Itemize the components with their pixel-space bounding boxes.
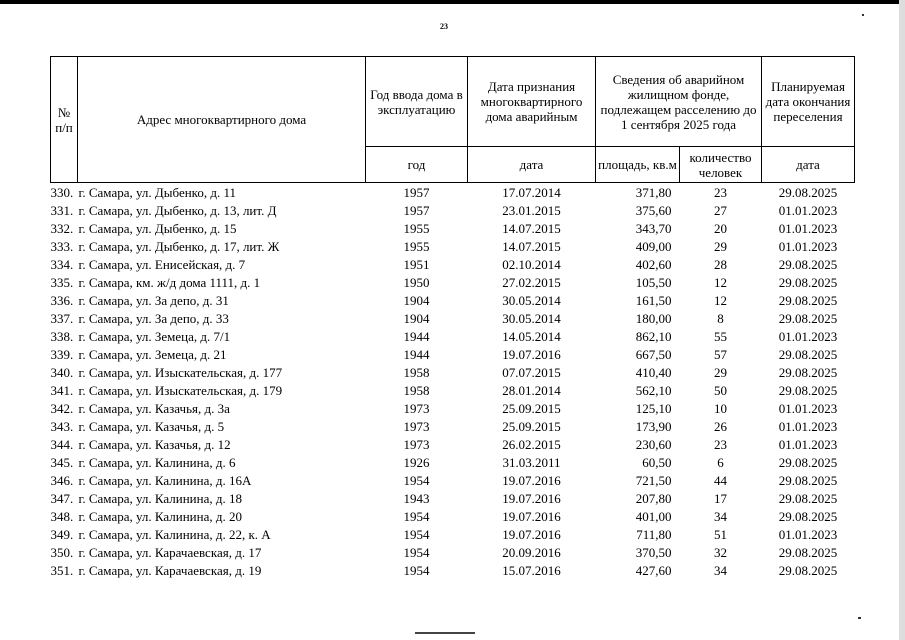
row-recognition-date: 14.05.2014 [502, 328, 561, 344]
row-people: 29 [714, 364, 727, 380]
row-number: 338. [50, 328, 74, 344]
row-area: 410,40 [635, 364, 672, 380]
row-recognition-date: 19.07.2016 [502, 508, 561, 524]
row-year: 1951 [403, 256, 430, 272]
row-area: 562,10 [635, 382, 672, 398]
row-number: 344. [50, 436, 74, 452]
row-people: 50 [714, 382, 727, 398]
row-number: 343. [50, 418, 74, 434]
row-end-date: 29.08.2025 [778, 256, 838, 272]
row-people: 26 [714, 418, 727, 434]
row-recognition-date: 14.07.2015 [502, 220, 561, 236]
row-year: 1954 [403, 472, 430, 488]
row-area: 711,80 [636, 526, 672, 542]
row-number: 335. [50, 274, 74, 290]
row-recognition-date: 28.01.2014 [502, 382, 561, 398]
row-recognition-date: 19.07.2016 [502, 472, 561, 488]
row-address: г. Самара, км. ж/д дома 1111, д. 1 [78, 274, 261, 290]
row-address: г. Самара, ул. Карачаевская, д. 19 [78, 562, 262, 578]
row-number: 350. [50, 544, 74, 560]
row-number: 334. [50, 256, 74, 272]
table-row [51, 363, 855, 381]
row-people: 44 [714, 472, 727, 488]
table-row [51, 453, 855, 471]
row-address: г. Самара, ул. Земеца, д. 21 [78, 346, 227, 362]
subheader-year: год [366, 147, 468, 183]
row-end-date: 29.08.2025 [778, 292, 838, 308]
scan-speck [858, 617, 861, 619]
table-row [51, 489, 855, 507]
row-end-date: 29.08.2025 [778, 310, 838, 326]
row-area: 343,70 [635, 220, 672, 236]
row-year: 1944 [403, 328, 430, 344]
table-row [51, 237, 855, 255]
table-row [51, 291, 855, 309]
table-row [51, 255, 855, 273]
row-end-date: 29.08.2025 [778, 382, 838, 398]
row-address: г. Самара, ул. Дыбенко, д. 13, лит. Д [78, 202, 277, 218]
header-address: Адрес многоквартирного дома [78, 57, 366, 183]
row-number: 351. [50, 562, 74, 578]
row-people: 12 [714, 274, 727, 290]
row-people: 6 [717, 454, 724, 470]
table-row [51, 309, 855, 327]
row-people: 17 [714, 490, 727, 506]
row-address: г. Самара, ул. Изыскательская, д. 177 [78, 364, 283, 380]
table-row [51, 201, 855, 219]
row-year: 1973 [403, 436, 430, 452]
row-end-date: 29.08.2025 [778, 562, 838, 578]
row-number: 340. [50, 364, 74, 380]
row-address: г. Самара, ул. Калинина, д. 18 [78, 490, 242, 506]
row-area: 207,80 [635, 490, 672, 506]
subheader-end: дата [762, 147, 855, 183]
row-number: 346. [50, 472, 74, 488]
row-area: 401,00 [635, 508, 672, 524]
row-address: г. Самара, ул. Дыбенко, д. 15 [78, 220, 237, 236]
row-area: 105,50 [635, 274, 672, 290]
row-year: 1943 [403, 490, 430, 506]
row-address: г. Самара, ул. Изыскательская, д. 179 [78, 382, 283, 398]
row-people: 20 [714, 220, 727, 236]
page-number: 23 [440, 22, 448, 31]
header-info: Сведения об аварийном жилищном фонде, подлежащем расселению до 1 сентября 2025 года [596, 57, 762, 147]
table-row [51, 399, 855, 417]
row-end-date: 01.01.2023 [778, 436, 838, 452]
row-area: 180,00 [635, 310, 672, 326]
row-people: 29 [714, 238, 727, 254]
row-year: 1973 [403, 400, 430, 416]
row-year: 1954 [403, 508, 430, 524]
row-people: 51 [714, 526, 727, 542]
row-recognition-date: 17.07.2014 [502, 184, 561, 200]
row-year: 1955 [403, 238, 430, 254]
row-end-date: 29.08.2025 [778, 472, 838, 488]
row-address: г. Самара, ул. Енисейская, д. 7 [78, 256, 246, 272]
row-end-date: 01.01.2023 [778, 220, 838, 236]
header-recognition-date: Дата признания многоквартирного дома аварийным [468, 57, 596, 147]
row-end-date: 29.08.2025 [778, 346, 838, 362]
table-row [51, 345, 855, 363]
row-year: 1954 [403, 562, 430, 578]
row-area: 427,60 [635, 562, 672, 578]
table-header [51, 57, 855, 183]
row-year: 1954 [403, 544, 430, 560]
row-number: 330. [50, 184, 74, 200]
row-people: 23 [714, 436, 727, 452]
row-number: 333. [50, 238, 74, 254]
row-address: г. Самара, ул. Калинина, д. 20 [78, 508, 242, 524]
table-row [51, 417, 855, 435]
row-people: 57 [714, 346, 727, 362]
row-end-date: 01.01.2023 [778, 202, 838, 218]
row-recognition-date: 14.07.2015 [502, 238, 561, 254]
row-address: г. Самара, ул. Земеца, д. 7/1 [78, 328, 231, 344]
row-area: 862,10 [635, 328, 672, 344]
row-recognition-date: 26.02.2015 [502, 436, 561, 452]
row-area: 173,90 [635, 418, 672, 434]
row-people: 32 [714, 544, 727, 560]
subheader-people: количество человек [680, 147, 762, 183]
row-number: 348. [50, 508, 74, 524]
row-recognition-date: 25.09.2015 [502, 400, 561, 416]
row-people: 12 [714, 292, 727, 308]
row-area: 371,80 [635, 184, 672, 200]
row-address: г. Самара, ул. За депо, д. 33 [78, 310, 229, 326]
row-address: г. Самара, ул. Карачаевская, д. 17 [78, 544, 262, 560]
row-year: 1904 [403, 292, 430, 308]
row-number: 331. [50, 202, 74, 218]
subheader-date: дата [468, 147, 596, 183]
row-end-date: 29.08.2025 [778, 364, 838, 380]
row-recognition-date: 19.07.2016 [502, 346, 561, 362]
row-number: 349. [50, 526, 74, 542]
row-people: 34 [714, 562, 727, 578]
row-year: 1904 [403, 310, 430, 326]
row-address: г. Самара, ул. Калинина, д. 16А [78, 472, 252, 488]
row-people: 27 [714, 202, 727, 218]
row-year: 1954 [403, 526, 430, 542]
row-area: 409,00 [635, 238, 672, 254]
row-end-date: 01.01.2023 [778, 418, 838, 434]
row-end-date: 29.08.2025 [778, 454, 838, 470]
row-end-date: 29.08.2025 [778, 544, 838, 560]
row-address: г. Самара, ул. Казачья, д. 12 [78, 436, 231, 452]
row-address: г. Самара, ул. Казачья, д. 5 [78, 418, 225, 434]
header-year: Год ввода дома в эксплуатацию [366, 57, 468, 147]
row-area: 230,60 [635, 436, 672, 452]
table-row [51, 381, 855, 399]
row-recognition-date: 31.03.2011 [502, 454, 561, 470]
row-number: 336. [50, 292, 74, 308]
row-end-date: 29.08.2025 [778, 508, 838, 524]
row-area: 721,50 [635, 472, 672, 488]
row-address: г. Самара, ул. Калинина, д. 6 [78, 454, 236, 470]
row-address: г. Самара, ул. Дыбенко, д. 17, лит. Ж [78, 238, 280, 254]
row-year: 1926 [403, 454, 430, 470]
header-planned: Планируемая дата окончания переселения [762, 57, 855, 147]
row-year: 1957 [403, 184, 430, 200]
row-recognition-date: 02.10.2014 [502, 256, 561, 272]
row-area: 161,50 [635, 292, 672, 308]
row-recognition-date: 30.05.2014 [502, 292, 561, 308]
row-area: 667,50 [635, 346, 672, 362]
table-row [51, 183, 855, 202]
row-end-date: 01.01.2023 [778, 526, 838, 542]
row-recognition-date: 19.07.2016 [502, 526, 561, 542]
row-people: 23 [714, 184, 727, 200]
row-recognition-date: 25.09.2015 [502, 418, 561, 434]
row-recognition-date: 27.02.2015 [502, 274, 561, 290]
row-number: 337. [50, 310, 74, 326]
table-row [51, 435, 855, 453]
row-address: г. Самара, ул. Дыбенко, д. 11 [78, 184, 236, 200]
row-number: 332. [50, 220, 74, 236]
row-address: г. Самара, ул. Казачья, д. 3а [78, 400, 230, 416]
row-end-date: 01.01.2023 [778, 328, 838, 344]
row-people: 34 [714, 508, 727, 524]
emergency-housing-table [50, 56, 855, 579]
table-row [51, 471, 855, 489]
table-row [51, 507, 855, 525]
row-year: 1955 [403, 220, 430, 236]
row-recognition-date: 07.07.2015 [502, 364, 561, 380]
row-number: 342. [50, 400, 74, 416]
row-people: 28 [714, 256, 727, 272]
row-number: 345. [50, 454, 74, 470]
row-end-date: 29.08.2025 [778, 184, 838, 200]
row-people: 10 [714, 400, 727, 416]
subheader-area: площадь, кв.м [596, 147, 680, 183]
header-num: № п/п [51, 57, 78, 183]
table-row [51, 543, 855, 561]
row-people: 8 [717, 310, 724, 326]
row-number: 339. [50, 346, 74, 362]
row-number: 341. [50, 382, 74, 398]
row-recognition-date: 20.09.2016 [502, 544, 561, 560]
row-area: 125,10 [635, 400, 672, 416]
row-recognition-date: 30.05.2014 [502, 310, 561, 326]
row-area: 370,50 [635, 544, 672, 560]
row-end-date: 01.01.2023 [778, 400, 838, 416]
table-row [51, 219, 855, 237]
top-border [0, 0, 905, 4]
row-end-date: 01.01.2023 [778, 238, 838, 254]
row-year: 1950 [403, 274, 430, 290]
row-recognition-date: 15.07.2016 [502, 562, 561, 578]
row-address: г. Самара, ул. Калинина, д. 22, к. А [78, 526, 271, 542]
table-row [51, 561, 855, 579]
scan-edge [899, 0, 905, 640]
row-address: г. Самара, ул. За депо, д. 31 [78, 292, 229, 308]
row-year: 1957 [403, 202, 430, 218]
row-area: 375,60 [635, 202, 672, 218]
table-row [51, 525, 855, 543]
row-number: 347. [50, 490, 74, 506]
row-year: 1973 [403, 418, 430, 434]
table-row [51, 327, 855, 345]
scan-speck [862, 14, 864, 16]
row-recognition-date: 19.07.2016 [502, 490, 561, 506]
row-area: 402,60 [635, 256, 672, 272]
table-row [51, 273, 855, 291]
row-year: 1958 [403, 364, 430, 380]
row-area: 60,50 [642, 454, 672, 470]
row-people: 55 [714, 328, 727, 344]
row-year: 1944 [403, 346, 430, 362]
row-recognition-date: 23.01.2015 [502, 202, 561, 218]
row-year: 1958 [403, 382, 430, 398]
row-end-date: 29.08.2025 [778, 274, 838, 290]
row-end-date: 29.08.2025 [778, 490, 838, 506]
bottom-mark [415, 632, 475, 634]
table-body [51, 183, 855, 580]
